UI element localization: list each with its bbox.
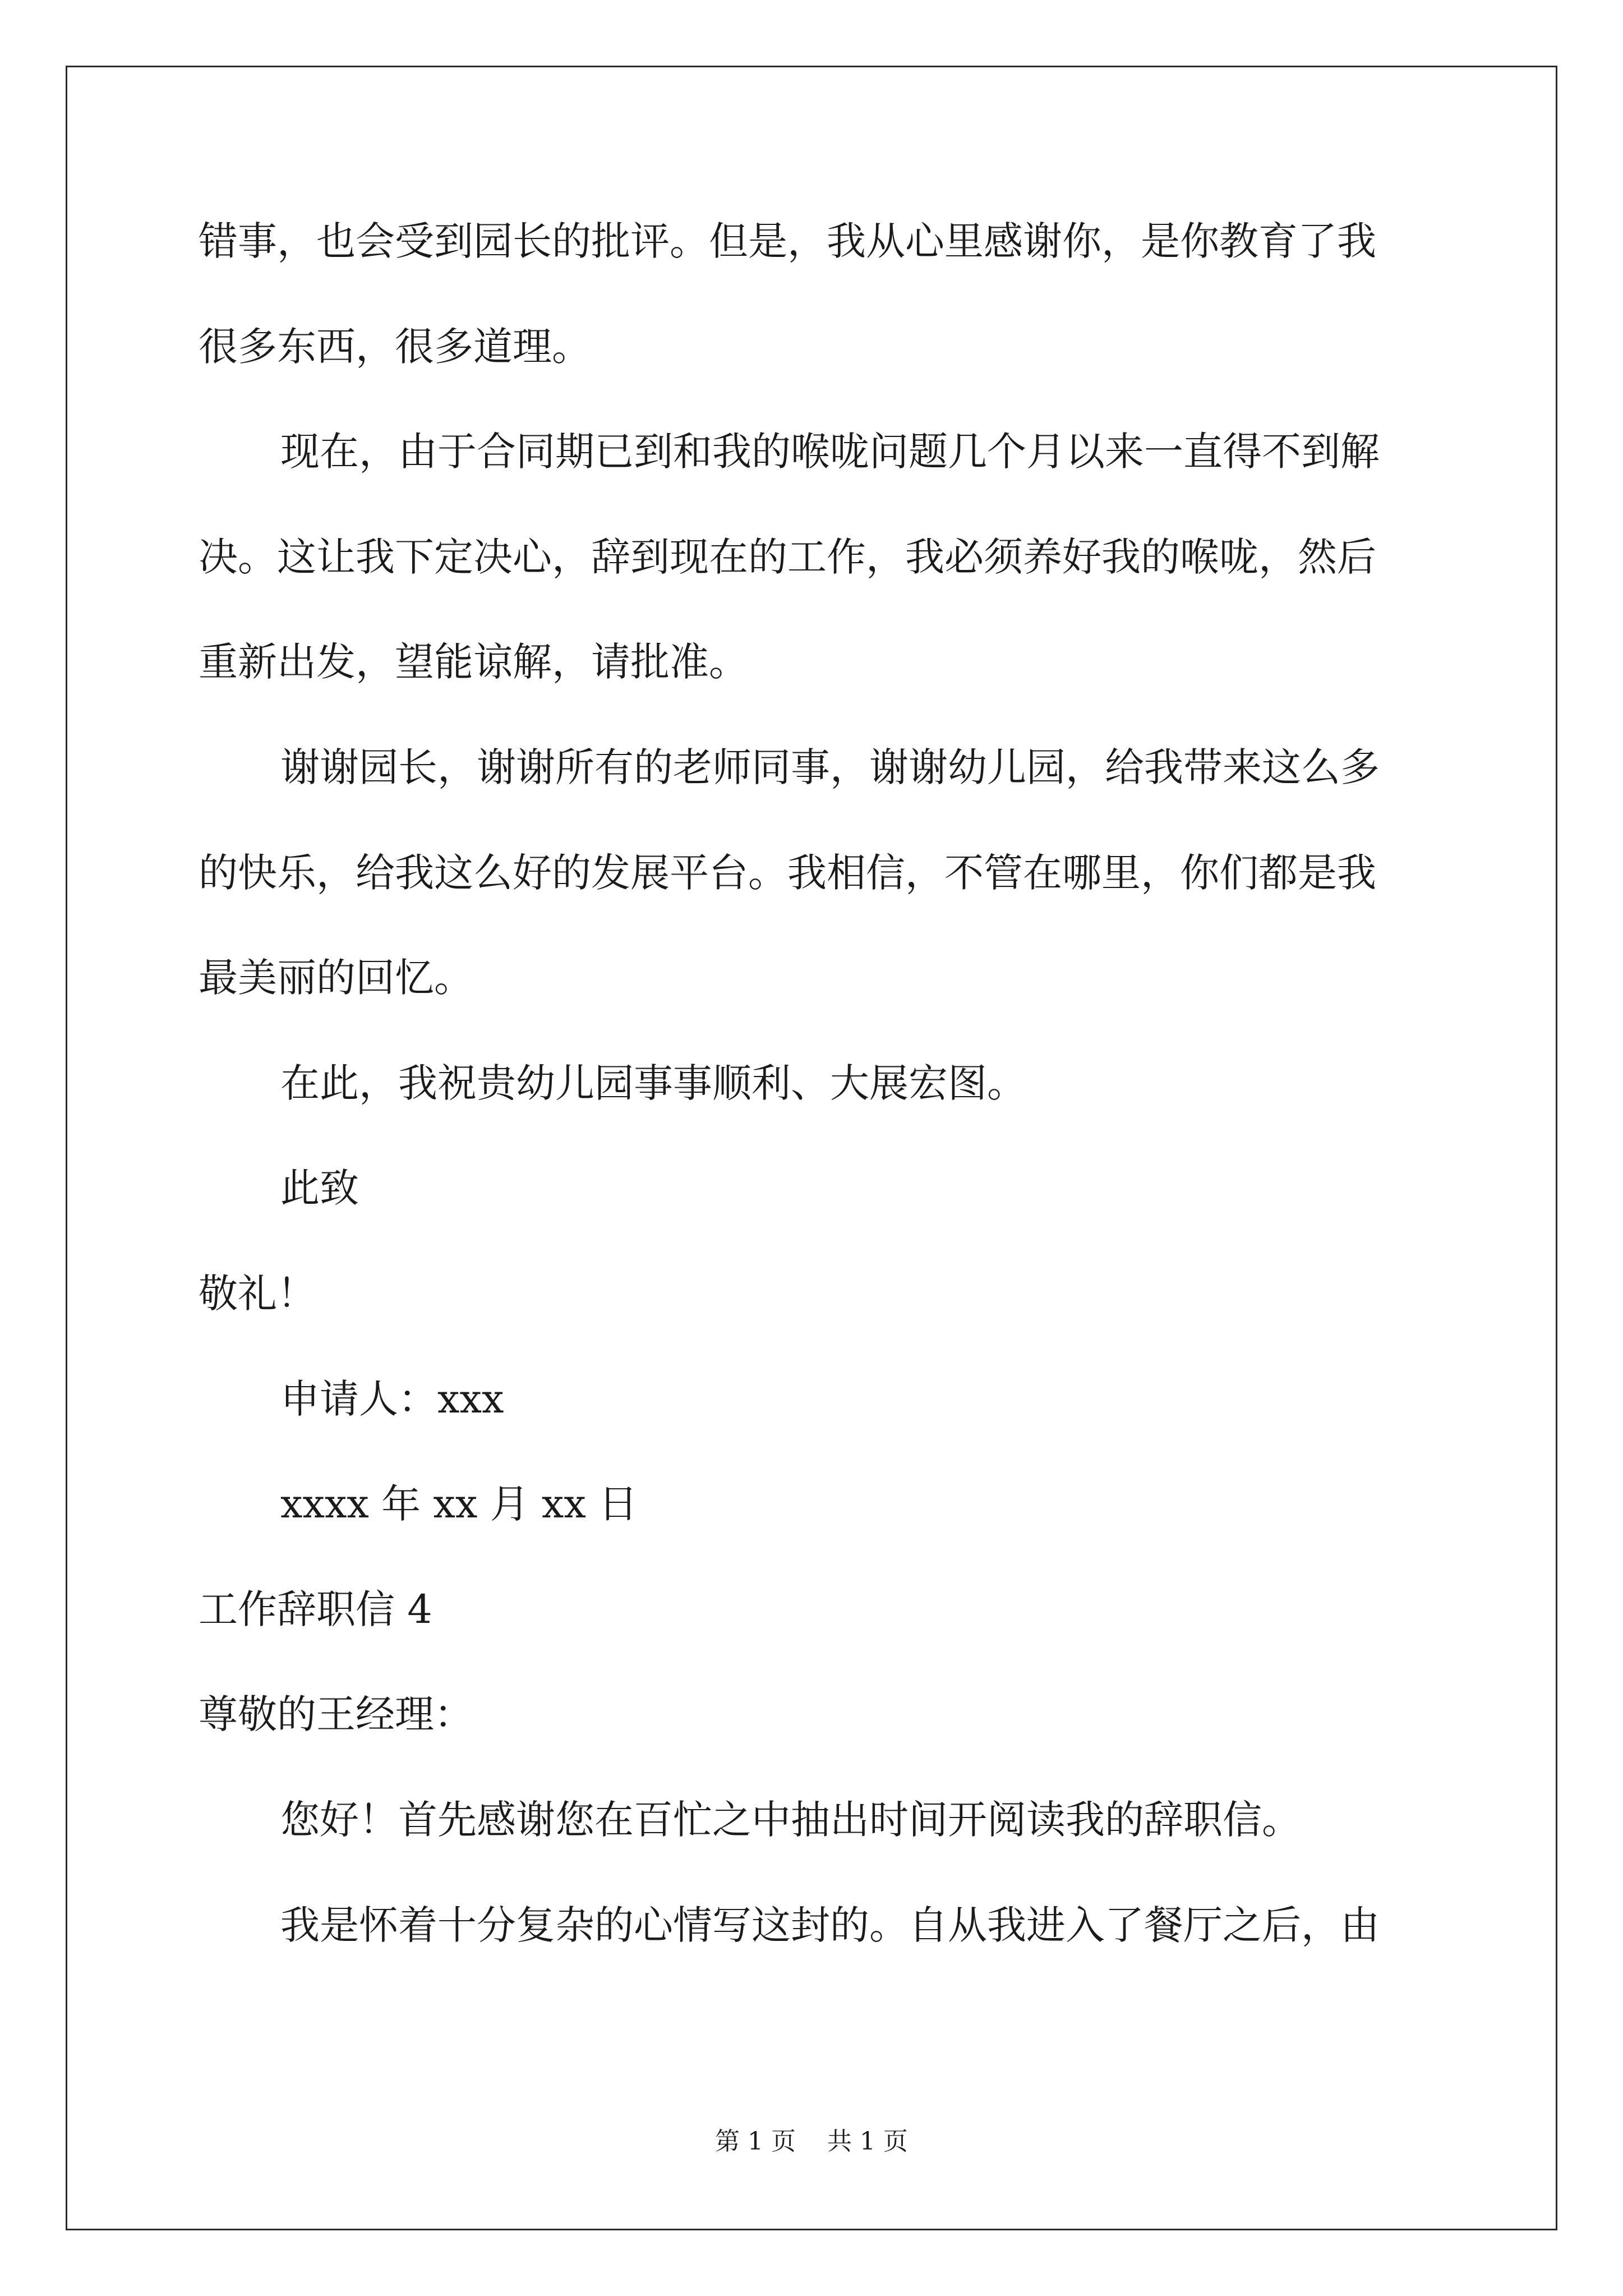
paragraph-line: 谢谢园长，谢谢所有的老师同事，谢谢幼儿园，给我带来这么多 [280,744,1380,790]
closing-wish: 在此，我祝贵幼儿园事事顺利、大展宏图。 [280,1060,1026,1106]
applicant-signature: 申请人：xxx [280,1376,504,1422]
salutation-jingli: 敬礼！ [199,1271,316,1317]
letter-date: xxxx 年 xx 月 xx 日 [280,1481,638,1527]
salutation-cizhi: 此致 [280,1165,359,1211]
text-line: 决。这让我下定决心，辞到现在的工作，我必须养好我的喉咙，然后 [199,534,1376,580]
paragraph-line: 您好！首先感谢您在百忙之中抽出时间开阅读我的辞职信。 [280,1797,1301,1843]
recipient-greeting: 尊敬的王经理： [199,1691,473,1737]
text-line: 很多东西，很多道理。 [199,324,591,370]
page-number: 第 1 页 共 1 页 [715,2127,908,2156]
text-line: 错事，也会受到园长的批评。但是，我从心里感谢你，是你教育了我 [199,218,1376,264]
text-line: 重新出发，望能谅解，请批准。 [199,639,748,685]
paragraph-line: 现在，由于合同期已到和我的喉咙问题几个月以来一直得不到解 [280,429,1380,475]
text-line: 最美丽的回忆。 [199,955,473,1001]
text-line: 的快乐，给我这么好的发展平台。我相信，不管在哪里，你们都是我 [199,850,1376,896]
paragraph-line: 我是怀着十分复杂的心情写这封的。自从我进入了餐厅之后，由 [280,1902,1380,1948]
section-heading: 工作辞职信 4 [199,1586,432,1632]
